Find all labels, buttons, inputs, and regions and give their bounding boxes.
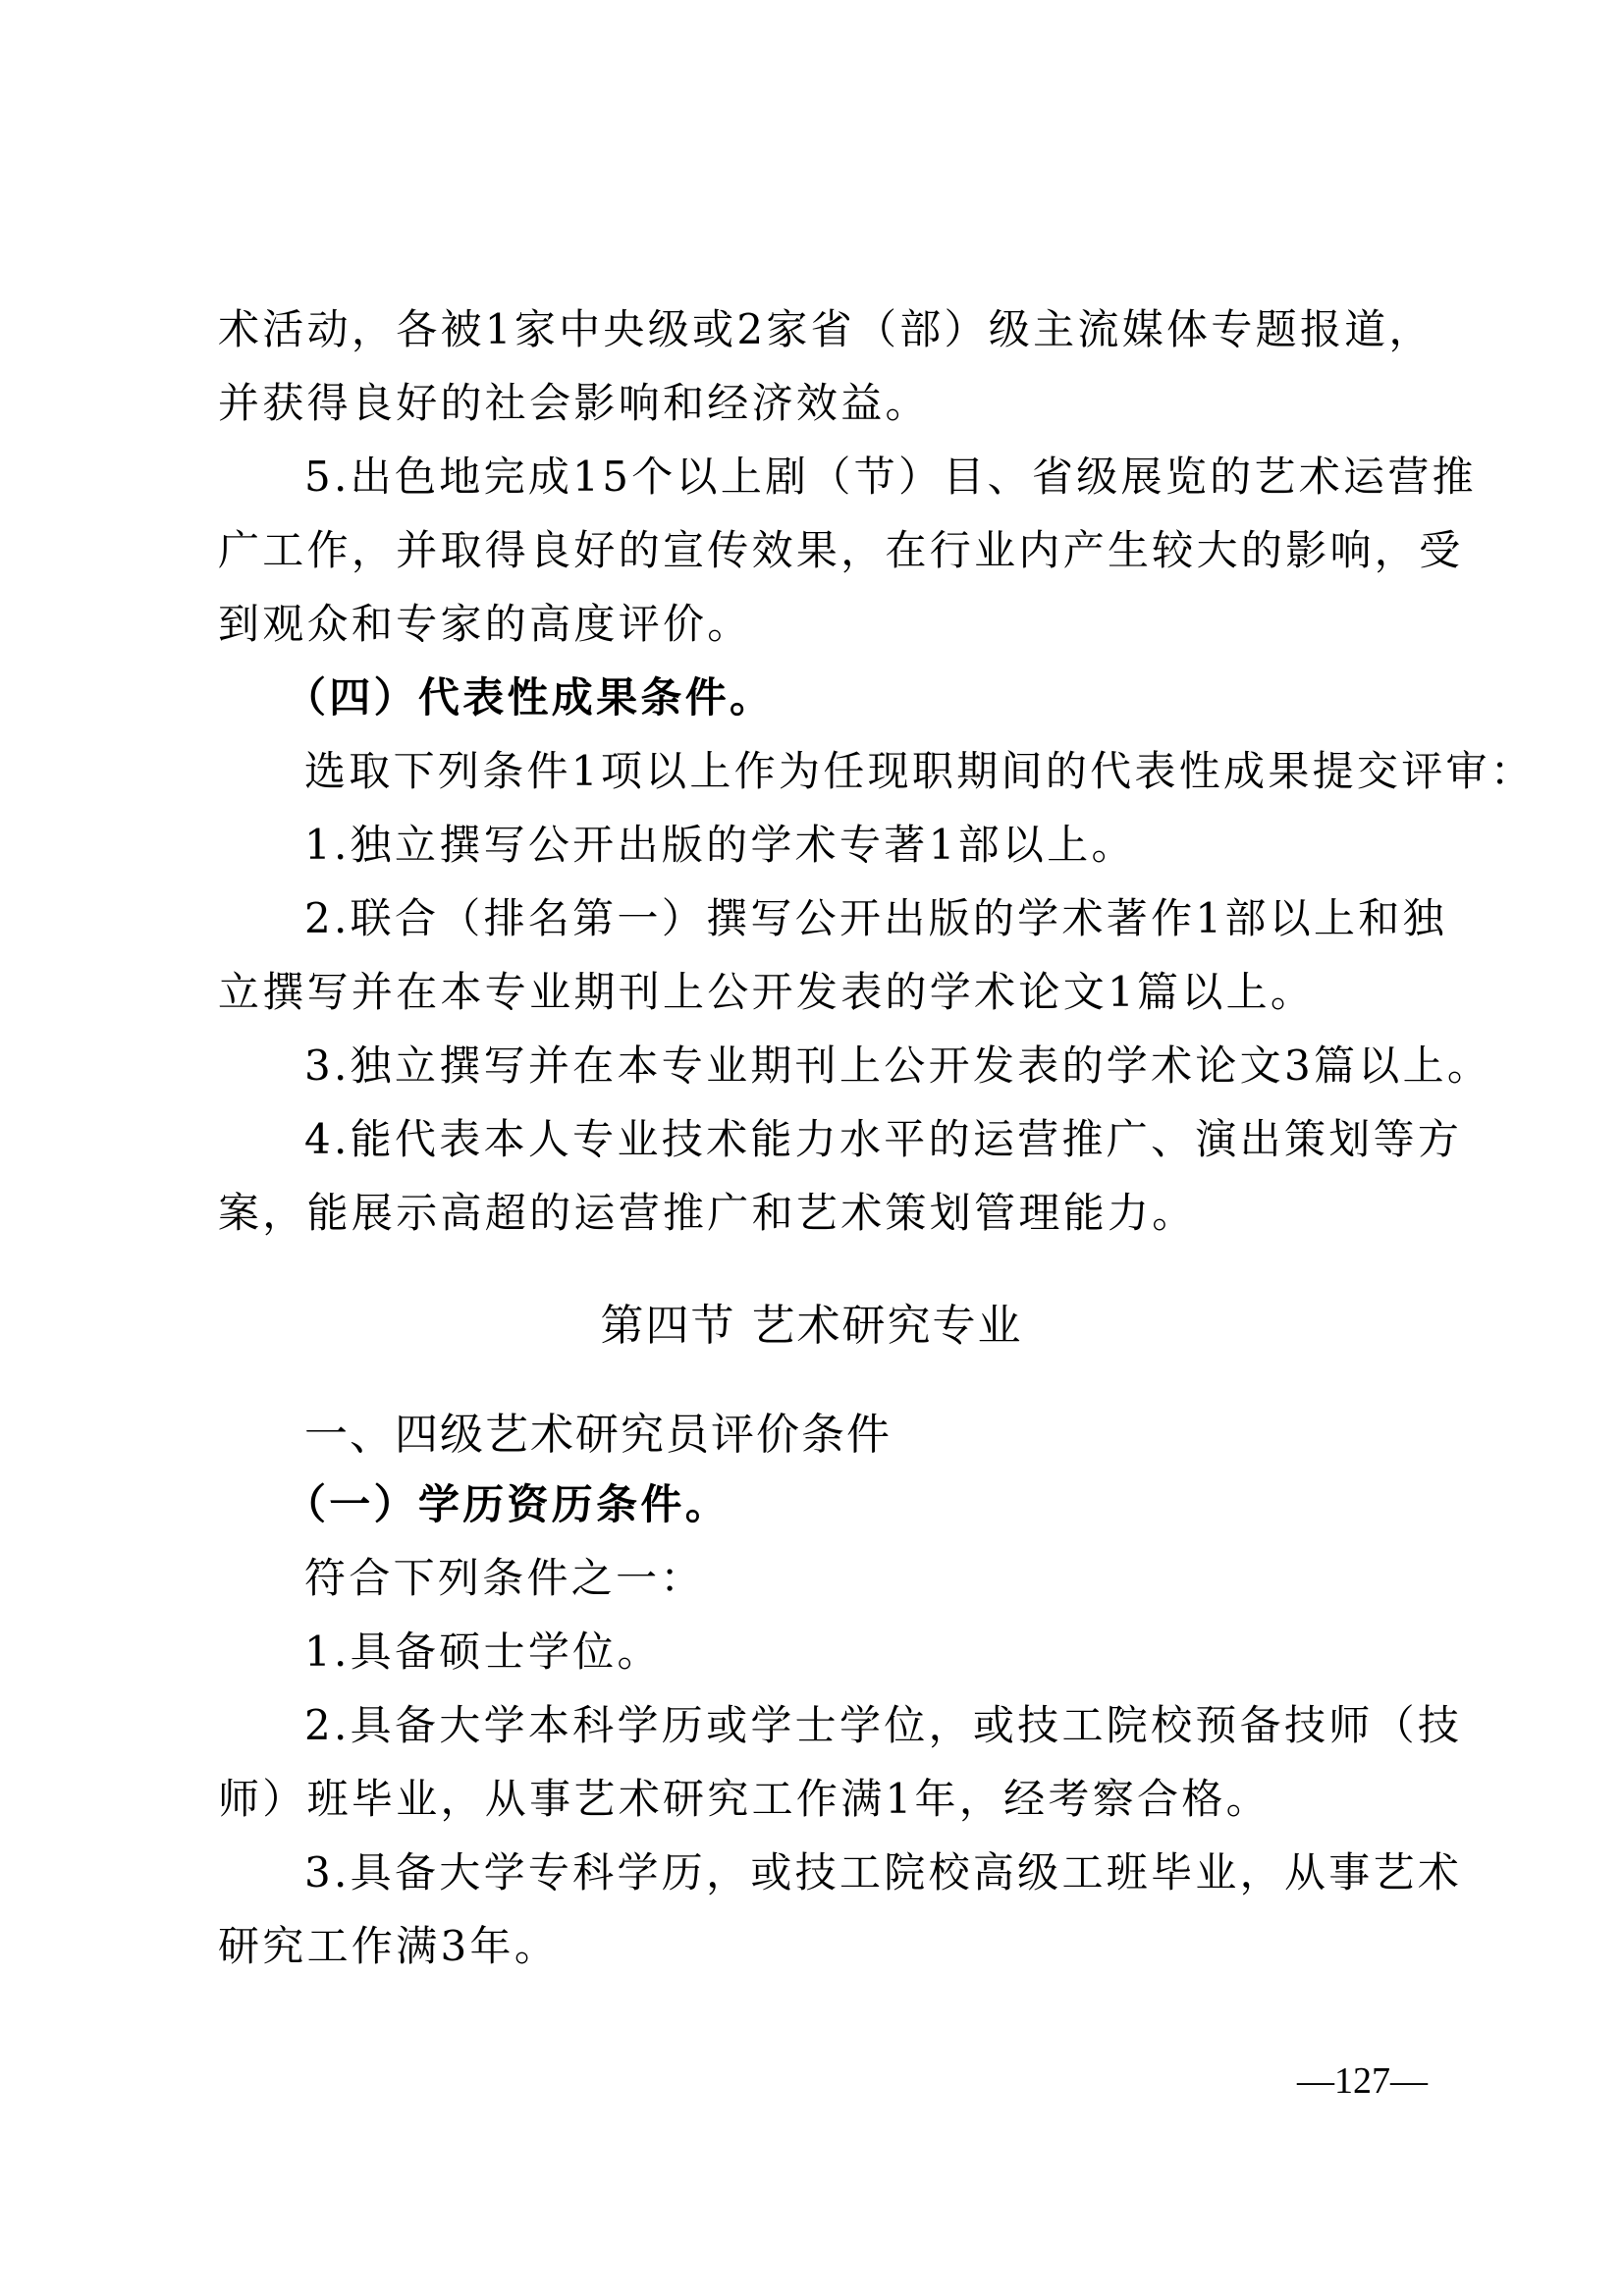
level1-heading: 一、四级艺术研究员评价条件 (304, 1410, 892, 1460)
body-line: 5.出色地完成15个以上剧（节）目、省级展览的艺术运营推 (304, 453, 1477, 501)
list-item: 3.具备大学专科学历，或技工院校高级工班毕业，从事艺术 (304, 1848, 1463, 1896)
list-item: 2.联合（排名第一）撰写公开出版的学术著作1部以上和独 (304, 894, 1447, 942)
subsection-intro: 选取下列条件1项以上作为任现职期间的代表性成果提交评审： (304, 747, 1536, 795)
list-item: 1.具备硕士学位。 (304, 1628, 662, 1676)
list-item-continuation: 案，能展示高超的运营推广和艺术策划管理能力。 (218, 1189, 1197, 1237)
page-number: —127— (1297, 2060, 1428, 2102)
body-line: 广工作，并取得良好的宣传效果，在行业内产生较大的影响，受 (218, 526, 1464, 574)
list-item-continuation: 立撰写并在本专业期刊上公开发表的学术论文1篇以上。 (218, 968, 1316, 1016)
body-line: 到观众和专家的高度评价。 (218, 600, 752, 648)
list-item-continuation: 师）班毕业，从事艺术研究工作满1年，经考察合格。 (218, 1775, 1271, 1823)
subsection-heading: （一）学历资历条件。 (285, 1480, 730, 1528)
body-line: 并获得良好的社会影响和经济效益。 (218, 379, 930, 427)
list-item: 1.独立撰写公开出版的学术专著1部以上。 (304, 821, 1136, 869)
subsection-intro: 符合下列条件之一： (304, 1554, 705, 1602)
section-title: 第四节 艺术研究专业 (600, 1301, 1023, 1351)
subsection-heading: （四）代表性成果条件。 (285, 673, 775, 721)
list-item-continuation: 研究工作满3年。 (218, 1922, 560, 1970)
body-line: 术活动，各被1家中央级或2家省（部）级主流媒体专题报道， (218, 305, 1434, 353)
list-item: 2.具备大学本科学历或学士学位，或技工院校预备技师（技 (304, 1701, 1463, 1749)
list-item: 3.独立撰写并在本专业期刊上公开发表的学术论文3篇以上。 (304, 1041, 1492, 1090)
list-item: 4.能代表本人专业技术能力水平的运营推广、演出策划等方 (304, 1115, 1463, 1163)
